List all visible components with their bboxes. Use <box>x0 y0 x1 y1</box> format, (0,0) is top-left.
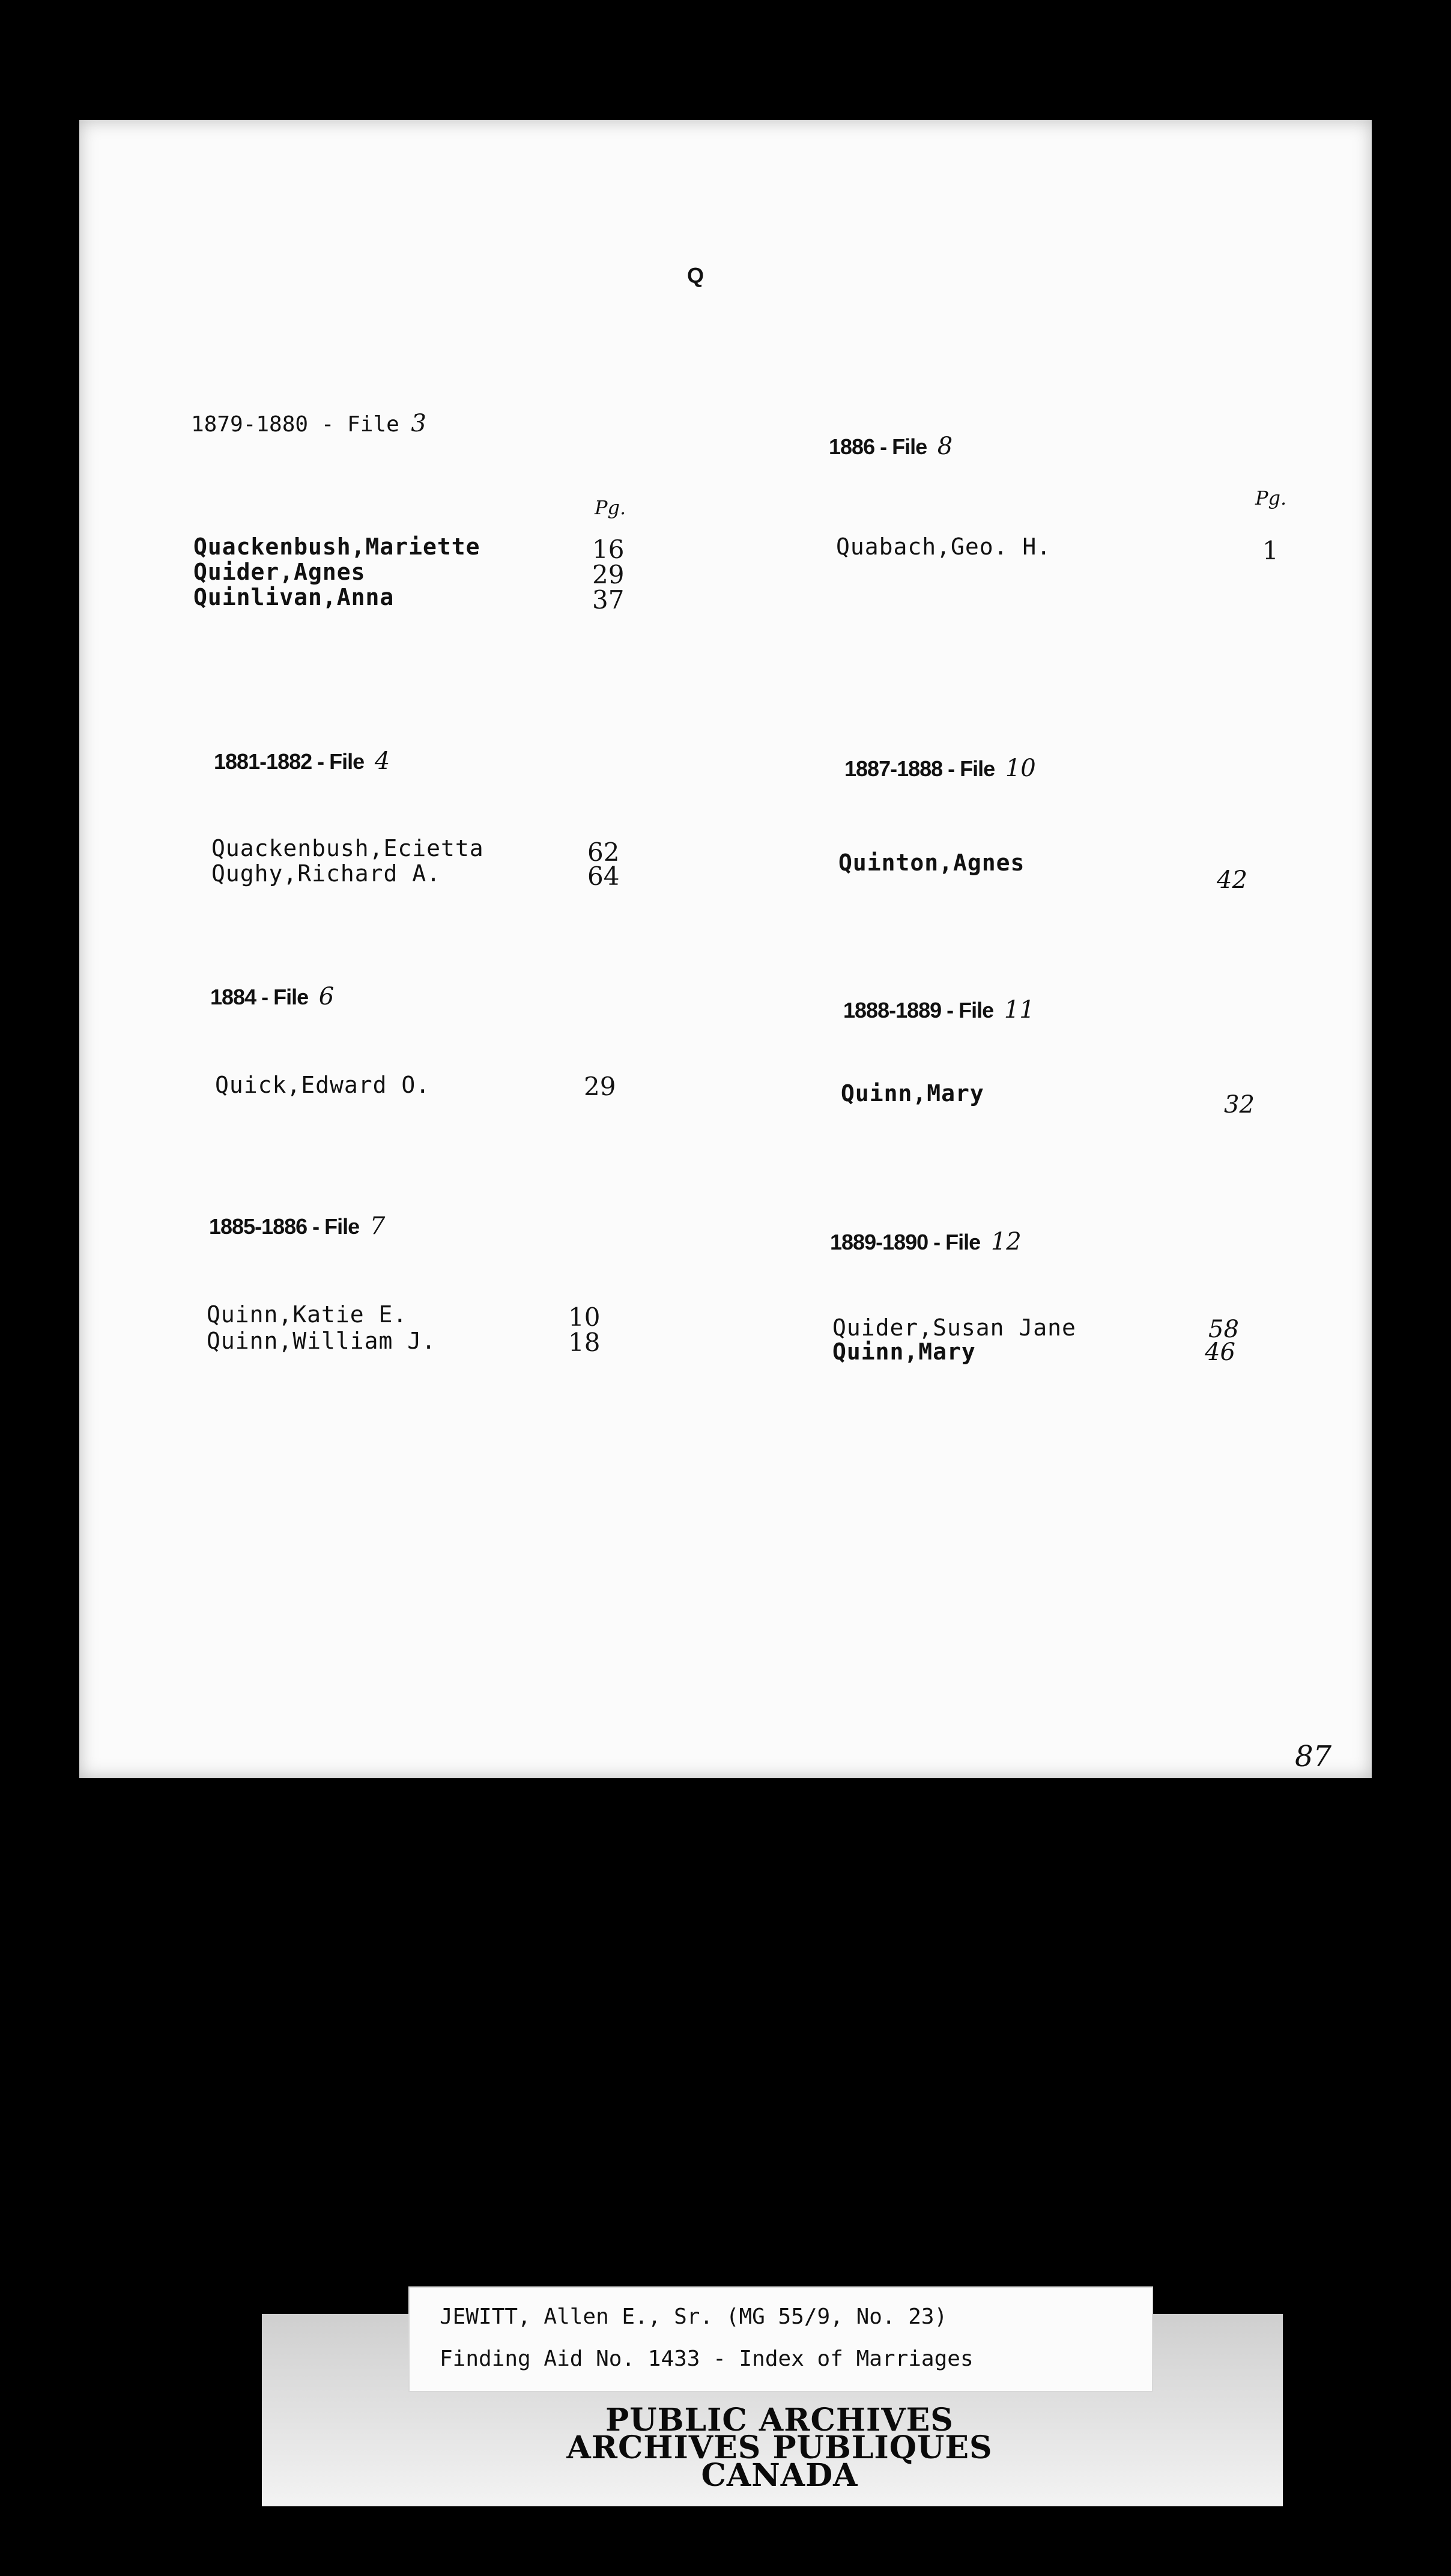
entry-name: Quinn,William J. <box>207 1328 437 1354</box>
entry-name: Qughy,Richard A. <box>211 860 441 887</box>
entry-name: Quackenbush,Ecietta <box>211 835 484 861</box>
page-number: 87 <box>1295 1740 1332 1773</box>
section-heading-1881-1882 <box>214 747 390 775</box>
section-heading-typed: 1879-1880 - File <box>191 412 399 437</box>
entry-page: 37 <box>592 585 625 615</box>
entry-page: 42 <box>1217 866 1247 894</box>
section-heading-1885-1886 <box>209 1212 385 1240</box>
entry-name: Quinn,Katie E. <box>207 1301 408 1328</box>
entry-name: Quick,Edward O. <box>215 1072 431 1098</box>
section-heading-typed: 1888-1889 - File <box>843 998 994 1022</box>
stamp-line-2: ARCHIVES PUBLIQUES <box>566 2429 993 2466</box>
section-heading-file-number: 11 <box>1004 996 1035 1024</box>
entry-name: Quinton,Agnes <box>838 849 1025 876</box>
index-letter: Q <box>687 263 704 288</box>
entry-name: Quinn,Mary <box>841 1080 984 1107</box>
section-heading-1887-1888 <box>844 755 1036 782</box>
section-heading-file-number: 6 <box>318 983 335 1010</box>
entry-page: 16 <box>592 535 625 564</box>
entry-name: Quabach,Geo. H. <box>836 533 1052 560</box>
section-heading-typed: 1887-1888 - File <box>844 756 995 781</box>
entry-page: 29 <box>584 1072 616 1101</box>
section-heading-file-number: 4 <box>374 747 390 775</box>
finding-aid-line-1: JEWITT, Allen E., Sr. (MG 55/9, No. 23) <box>440 2304 948 2329</box>
page-column-label: Pg. <box>595 496 626 519</box>
section-heading-1888-1889 <box>843 996 1035 1024</box>
section-heading-file-number: 3 <box>411 410 426 437</box>
finding-aid-line-2: Finding Aid No. 1433 - Index of Marriages <box>440 2347 974 2371</box>
entry-name: Quinn,Mary <box>832 1338 976 1365</box>
section-heading-typed: 1885-1886 - File <box>209 1214 360 1239</box>
section-heading-typed: 1886 - File <box>829 434 927 459</box>
stamp-line-1: PUBLIC ARCHIVES <box>605 2402 954 2438</box>
section-heading-file-number: 10 <box>1005 755 1036 782</box>
entry-page: 10 <box>568 1302 601 1332</box>
section-heading-1884 <box>210 983 334 1010</box>
section-heading-file-number: 12 <box>990 1228 1022 1256</box>
section-heading-file-number: 7 <box>369 1212 386 1240</box>
section-heading-1886 <box>829 433 953 460</box>
section-heading-typed: 1884 - File <box>210 985 309 1009</box>
entry-name: Quackenbush,Mariette <box>193 533 480 560</box>
entry-name: Quider,Susan Jane <box>832 1314 1076 1341</box>
entry-page: 58 <box>1208 1316 1239 1343</box>
section-heading-1879-1880 <box>191 410 426 437</box>
entry-name: Quider,Agnes <box>193 559 366 585</box>
index-sheet <box>79 120 1372 1778</box>
entry-page: 46 <box>1205 1338 1235 1366</box>
section-heading-1889-1890 <box>830 1228 1022 1256</box>
entry-name: Quinlivan,Anna <box>193 584 395 610</box>
section-heading-typed: 1889-1890 - File <box>830 1230 981 1254</box>
entry-page: 29 <box>592 560 625 589</box>
entry-page: 1 <box>1262 536 1279 565</box>
finding-aid-card <box>408 2286 1153 2392</box>
page-column-label: Pg. <box>1255 487 1287 509</box>
entry-page: 62 <box>587 837 620 867</box>
entry-page: 64 <box>587 861 620 891</box>
section-heading-file-number: 8 <box>937 433 953 460</box>
section-heading-typed: 1881-1882 - File <box>214 749 365 774</box>
stamp-line-3: CANADA <box>701 2457 858 2494</box>
entry-page: 18 <box>568 1328 601 1357</box>
entry-page: 32 <box>1224 1091 1255 1119</box>
